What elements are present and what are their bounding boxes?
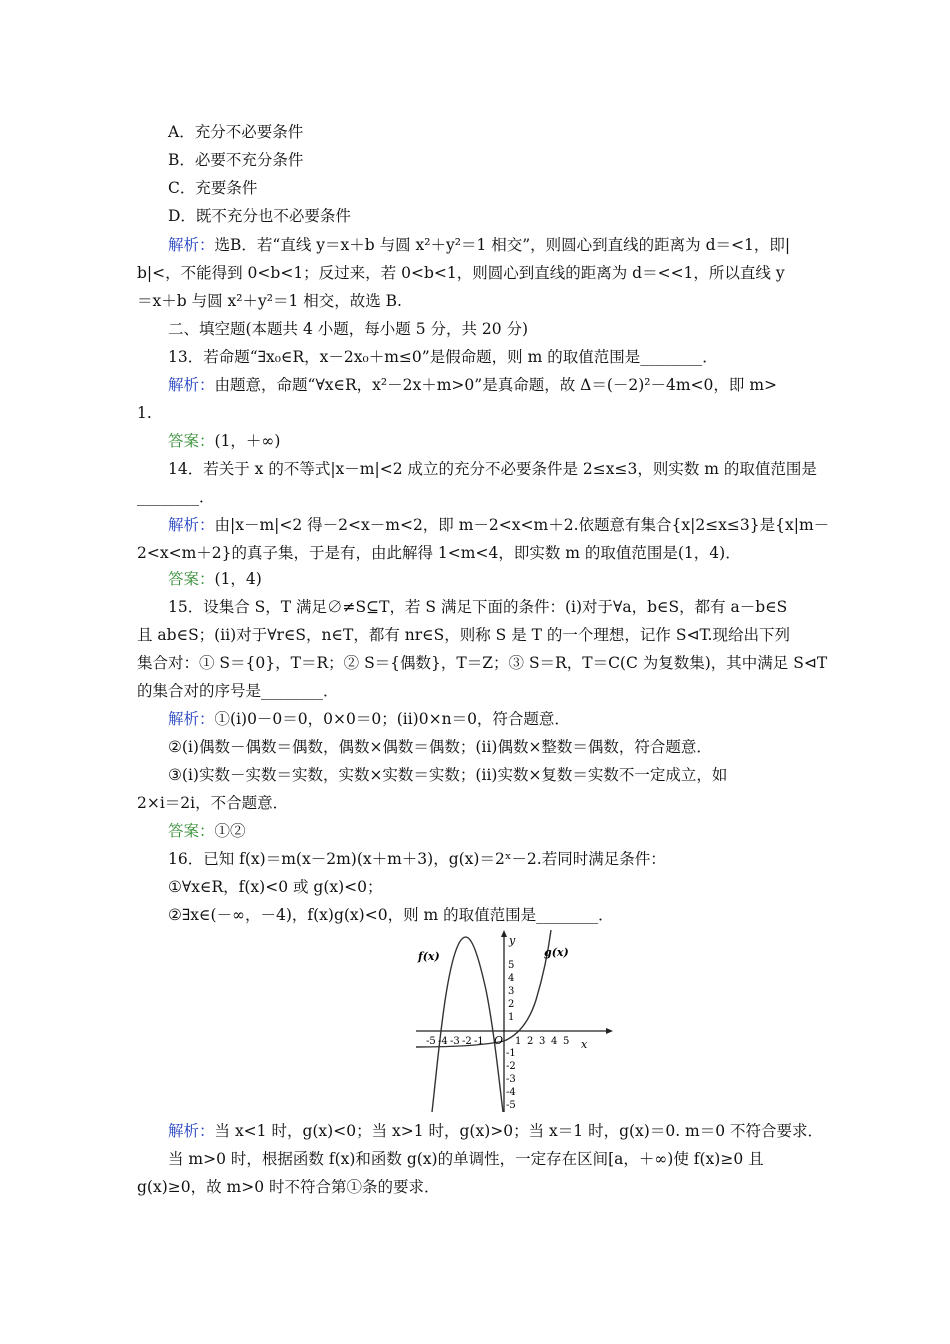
q16-jiexi-text1: 当 x<1 时，g(x)<0；当 x>1 时，g(x)>0；当 x＝1 时，g(x)＝0. m＝0 不符合要求．: [214, 1122, 824, 1140]
q12-jiexi-line3: ＝x＋b 与圆 x²＋y²＝1 相交，故选 B.: [137, 292, 402, 310]
origin-label: O: [494, 1034, 504, 1047]
y-label: y: [509, 934, 516, 947]
x-tick: -4: [438, 1036, 448, 1047]
q15-jiexi-text1: ①(ⅰ)0－0＝0，0×0＝0；(ⅱ)0×n＝0，符合题意．: [214, 710, 570, 728]
q16-stem-line2: ①∀x∈R，f(x)<0 或 g(x)<0；: [168, 878, 383, 896]
q16-jiexi-line2: 当 m>0 时，根据函数 f(x)和函数 g(x)的单调性，一定存在区间[a，＋∞)使 f(x)≥0 且: [168, 1150, 764, 1168]
q15-jiexi-line2: ②(ⅰ)偶数－偶数＝偶数，偶数×偶数＝偶数；(ⅱ)偶数×整数＝偶数，符合题意．: [168, 738, 712, 756]
y-tick: 3: [508, 986, 515, 997]
answer-label: 答案：: [168, 570, 215, 588]
q13-stem: 13．若命题“∃x₀∈R，x－2x₀＋m≤0”是假命题，则 m 的取值范围是________．: [168, 348, 718, 366]
q14-stem-line1: 14．若关于 x 的不等式|x－m|<2 成立的充分不必要条件是 2≤x≤3，则实数 m 的取值范围是: [168, 460, 817, 478]
q14-answer-value: (1，4): [214, 570, 262, 588]
q12-jiexi-text1: 选B．若“直线 y＝x＋b 与圆 x²＋y²＝1 相交”，则圆心到直线的距离为 d＝<1，即|: [214, 236, 791, 254]
y-tick: -5: [506, 1100, 516, 1111]
g-curve: [416, 930, 551, 1047]
q14-jiexi-line1: [168, 515, 829, 535]
q12-jiexi-line1: [168, 235, 790, 255]
x-label: x: [581, 1038, 588, 1051]
x-tick: -1: [474, 1036, 484, 1047]
jiexi-label: 解析：: [168, 1122, 215, 1140]
x-tick: 2: [527, 1036, 534, 1047]
q16-jiexi-line1: [168, 1121, 823, 1141]
q15-stem-line3: 集合对：① S＝{0}，T＝R；② S＝{偶数}，T＝Z；③ S＝R，T＝C(C 为复数集)，其中满足 S⊲T: [137, 654, 828, 672]
q13-answer: [168, 431, 280, 451]
jiexi-label: 解析：: [168, 710, 215, 728]
q15-stem-line2: 且 ab∈S；(ⅱ)对于∀r∈S，n∈T，都有 nr∈S，则称 S 是 T 的一个理想，记作 S⊲T.现给出下列: [137, 626, 790, 644]
q15-jiexi-line1: [168, 709, 570, 729]
jiexi-label: 解析：: [168, 236, 215, 254]
x-tick: 5: [563, 1036, 570, 1047]
g-label: g(x): [544, 946, 569, 959]
q15-answer: [168, 821, 246, 841]
y-tick: 5: [508, 960, 515, 971]
answer-label: 答案：: [168, 822, 215, 840]
jiexi-label: 解析：: [168, 516, 215, 534]
q15-answer-value: ①②: [214, 822, 246, 840]
option-d: D．既不充分也不必要条件: [168, 207, 351, 225]
y-tick: -1: [506, 1048, 516, 1059]
option-a: A．充分不必要条件: [168, 123, 304, 141]
x-tick: 1: [515, 1036, 522, 1047]
q13-jiexi-text1: 由题意，命题“∀x∈R，x²－2x＋m>0”是真命题，故 Δ＝(－2)²－4m<0，即 m>: [214, 376, 778, 394]
y-tick: 1: [508, 1012, 515, 1023]
x-tick: -5: [426, 1036, 436, 1047]
option-b: B．必要不充分条件: [168, 151, 304, 169]
q13-jiexi-line1: [168, 375, 777, 395]
y-tick: -3: [506, 1074, 516, 1085]
y-tick: 4: [508, 973, 515, 984]
y-axis-arrow-icon: [501, 930, 507, 937]
answer-label: 答案：: [168, 432, 215, 450]
x-tick: -2: [462, 1036, 472, 1047]
x-tick: 4: [551, 1036, 558, 1047]
q16-jiexi-line3: g(x)≥0，故 m>0 时不符合第①条的要求．: [137, 1178, 440, 1196]
section-title: 二、填空题(本题共 4 小题，每小题 5 分，共 20 分): [168, 320, 529, 338]
q15-jiexi-line3: ③(ⅰ)实数－实数＝实数，实数×实数＝实数；(ⅱ)实数×复数＝实数不一定成立，如: [168, 766, 728, 784]
y-tick: 2: [508, 999, 515, 1010]
q13-jiexi-line2: 1.: [137, 404, 152, 422]
f-label: f(x): [418, 950, 440, 963]
q16-stem-line3: ②∃x∈(－∞，－4)，f(x)g(x)<0，则 m 的取值范围是________．: [168, 906, 614, 924]
q13-answer-value: (1，＋∞): [214, 432, 281, 450]
x-tick: -3: [450, 1036, 460, 1047]
q14-answer: [168, 569, 262, 589]
q16-stem-line1: 16．已知 f(x)＝m(x－2m)(x＋m＋3)，g(x)＝2ˣ－2.若同时满足条件：: [168, 850, 666, 868]
jiexi-label: 解析：: [168, 376, 215, 394]
x-tick: 3: [539, 1036, 546, 1047]
y-tick: -4: [506, 1087, 516, 1098]
x-axis-arrow-icon: [606, 1028, 613, 1034]
f-curve: [432, 937, 503, 1112]
q15-jiexi-line4: 2×i＝2i，不合题意．: [137, 794, 289, 812]
q14-stem-line2: ________．: [137, 488, 215, 506]
q15-stem-line1: 15．设集合 S，T 满足∅≠S⊆T，若 S 满足下面的条件：(ⅰ)对于∀a，b∈S，都有 a－b∈S: [168, 598, 788, 616]
q14-jiexi-line2: 2<x<m＋2}的真子集，于是有，由此解得 1<m<4，即实数 m 的取值范围是(1，4)．: [137, 544, 741, 562]
q14-jiexi-text1: 由|x－m|<2 得－2<x－m<2，即 m－2<x<m＋2.依题意有集合{x|2≤x≤3}是{x|m－: [214, 516, 830, 534]
y-tick: -2: [506, 1061, 516, 1072]
q15-stem-line4: 的集合对的序号是________．: [137, 682, 339, 700]
q12-jiexi-line2: b|<，不能得到 0<b<1；反过来，若 0<b<1，则圆心到直线的距离为 d＝<<1，所以直线 y: [137, 264, 785, 282]
function-graph: [416, 930, 616, 1115]
option-c: C．充要条件: [168, 179, 258, 197]
